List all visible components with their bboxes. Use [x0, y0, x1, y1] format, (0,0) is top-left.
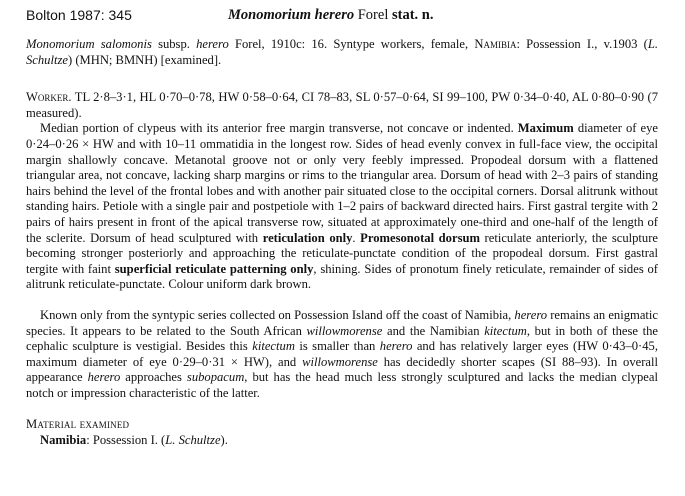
bold-run: reticulation only — [262, 230, 353, 245]
text-run: diameter of eye 0·24–0·26 × HW and with 10–11 ommatidia in the longest row. Sides of head evenly convex in full-face view, the occipital margin shallowly concave. Metanotal groove not or only very feebly impressed. Propodeal dorsum with a flattened triangular area, not concave, lacking sharp margins or rims to the triangular area. Dorsum of head with 2–3 pairs of standing hairs behind the level of the frontal lobes and with another pair situated close to the occipital corners. Dorsal alitrunk without standing hairs. Petiole with a single pair and postpetiole with 1–2 pairs of backward directed hairs. First gastral tergite with 2 pairs of hairs present in front of the apical transverse row, situated at approximately one-third and one-half of the length of the sclerite. Dorsum of head sculptured with — [26, 121, 658, 245]
page-header — [0, 0, 685, 30]
taxon-author: Forel — [354, 7, 392, 23]
text-run: and the Namibian — [382, 323, 485, 338]
italic-run: willowmorense — [306, 323, 383, 338]
text-run: . — [352, 230, 361, 245]
italic-run: kitectum — [252, 339, 295, 354]
text-run: Known only from the syntypic series collected on Possession Island off the coast of Namibia, — [40, 307, 515, 322]
italic-run: willowmorense — [302, 354, 378, 369]
synonym-collector: L. Schultze — [26, 37, 658, 67]
synonym-country: Namibia — [474, 37, 517, 51]
material-text: ). — [220, 433, 228, 448]
synonym-text: subsp. — [151, 37, 197, 51]
synonym-name: Monomorium salomonis — [26, 37, 152, 51]
taxon-heading — [228, 7, 433, 24]
text-run: is smaller than — [294, 339, 380, 354]
text-run: , but in both of these the cephalic sculpture is vestigial. Besides this — [26, 323, 659, 354]
material-country: Namibia — [40, 433, 87, 448]
worker-measurements — [26, 90, 658, 121]
bold-run: superficial reticulate patterning only — [114, 261, 314, 276]
worker-label: Worker — [26, 90, 69, 105]
synonym-text: : Possession I., v.1903 ( — [516, 37, 648, 51]
bold-run: Maximum — [517, 121, 574, 136]
text-run: reticulate anteriorly, the sculpture becoming stronger posteriorly and approaching the reticulate-punctate condition of the propodeal dorsum. First gastral tergite with faint — [26, 230, 658, 276]
worker-description — [26, 121, 658, 293]
text-run: approaches — [120, 370, 187, 385]
material-entry — [26, 433, 658, 449]
measurements-text: . TL 2·8–3·1, HL 0·70–0·78, HW 0·58–0·64, CI 78–83, SL 0·57–0·64, SI 99–100, PW 0·34–0·40, AL 0·80–0·90 (7 measured). — [26, 90, 658, 120]
italic-run: herero — [87, 370, 121, 385]
discussion-paragraph — [26, 308, 658, 402]
synonymy-paragraph — [26, 37, 658, 68]
synonym-text: ) (MHN; BMNH) [examined]. — [67, 52, 222, 67]
taxon-status: stat. n. — [391, 7, 434, 23]
text-run: Median portion of clypeus with its anterior free margin transverse, not concave or indented. — [40, 121, 518, 136]
material-heading: Material examined — [26, 417, 130, 432]
text-run: , but has the head much less strongly sculptured and lacks the median clypeal notch or impression characteristic of the latter. — [26, 370, 658, 400]
synonym-subsp: herero — [196, 37, 229, 51]
text-run: remains an enigmatic species. It appears to be related to the South African — [26, 307, 658, 338]
text-run: and has relatively larger eyes (HW 0·43–0·45, maximum diameter of eye 0·29–0·31 × HW), and — [26, 339, 658, 369]
italic-run: subopacum — [186, 370, 245, 385]
text-run: , shining. Sides of pronotum finely reticulate, remainder of sides of alitrunk reticulate-punctate. Colour uniform dark brown. — [26, 261, 658, 292]
italic-run: kitectum — [484, 323, 527, 338]
italic-run: herero — [514, 307, 548, 322]
italic-run: herero — [379, 339, 413, 354]
bold-run: Promesonotal dorsum — [360, 230, 480, 245]
material-collector: L. Schultze — [165, 433, 221, 448]
material-text: : Possession I. ( — [86, 433, 166, 448]
taxon-name: Monomorium herero — [228, 7, 355, 23]
taxon-body — [26, 37, 658, 449]
text-run: has decidedly shorter scapes (SI 88–93). In overall appearance — [26, 354, 658, 385]
citation-label: Bolton 1987: 345 — [26, 7, 132, 23]
synonym-text: Forel, 1910c: 16. Syntype workers, female, — [228, 37, 475, 51]
